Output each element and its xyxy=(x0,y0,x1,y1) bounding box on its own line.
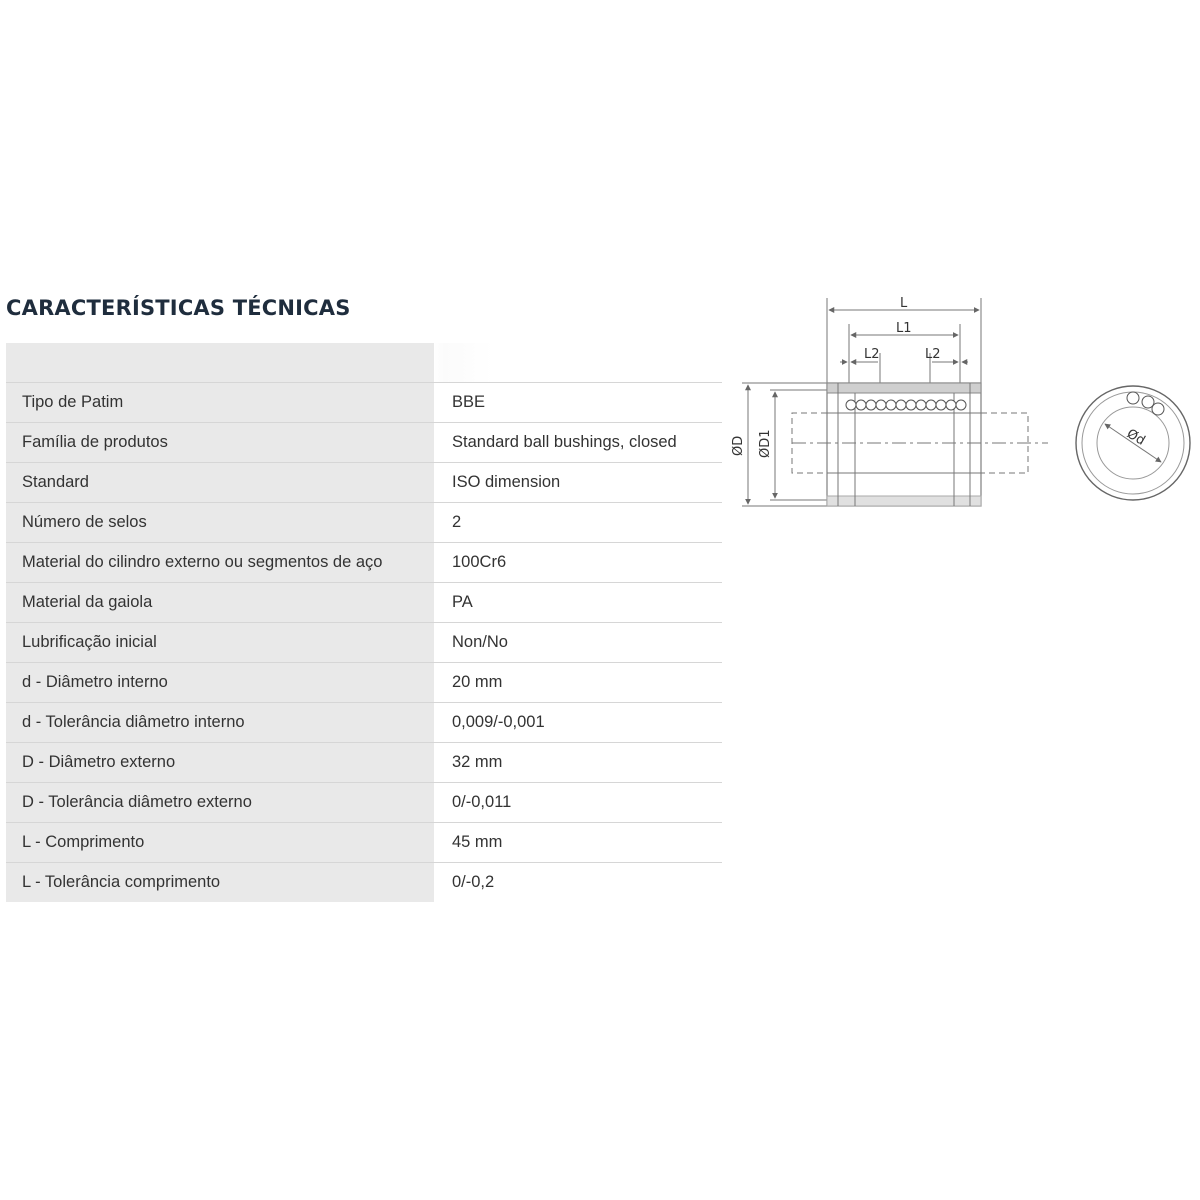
table-row xyxy=(6,622,722,662)
spec-value: 20 mm xyxy=(434,662,722,702)
bearing-technical-drawing xyxy=(728,290,1198,520)
table-row xyxy=(6,742,722,782)
spec-value: BBE xyxy=(434,382,722,422)
spec-value: 0/-0,011 xyxy=(434,782,722,822)
table-row xyxy=(6,582,722,622)
spec-label: Standard xyxy=(6,462,434,502)
table-row xyxy=(6,542,722,582)
spec-label: L - Tolerância comprimento xyxy=(6,862,434,902)
dim-label-L2-right: L2 xyxy=(925,347,941,362)
table-row xyxy=(6,862,722,902)
spec-value: 100Cr6 xyxy=(434,542,722,582)
spec-label: Número de selos xyxy=(6,502,434,542)
dim-label-D: ØD xyxy=(731,435,746,456)
spec-table xyxy=(6,343,722,902)
table-row xyxy=(6,822,722,862)
table-row xyxy=(6,462,722,502)
spec-value: 0/-0,2 xyxy=(434,862,722,902)
spec-label: d - Tolerância diâmetro interno xyxy=(6,702,434,742)
header-cell-value xyxy=(434,343,722,382)
table-row xyxy=(6,502,722,542)
dim-label-D1: ØD1 xyxy=(758,429,773,458)
spec-label: Material da gaiola xyxy=(6,582,434,622)
spec-value: Standard ball bushings, closed xyxy=(434,422,722,462)
spec-label: Lubrificação inicial xyxy=(6,622,434,662)
spec-value: 0,009/-0,001 xyxy=(434,702,722,742)
table-row xyxy=(6,662,722,702)
spec-value: ISO dimension xyxy=(434,462,722,502)
table-row xyxy=(6,422,722,462)
header-cell-label xyxy=(6,343,434,382)
spec-label: Material do cilindro externo ou segmentos de aço xyxy=(6,542,434,582)
dim-label-L: L xyxy=(900,296,908,311)
dim-label-d: Ød xyxy=(1124,426,1148,449)
spec-label: L - Comprimento xyxy=(6,822,434,862)
spec-value: Non/No xyxy=(434,622,722,662)
spec-label: Família de produtos xyxy=(6,422,434,462)
spec-label: D - Tolerância diâmetro externo xyxy=(6,782,434,822)
table-row xyxy=(6,782,722,822)
spec-value: 45 mm xyxy=(434,822,722,862)
spec-label: D - Diâmetro externo xyxy=(6,742,434,782)
table-row xyxy=(6,382,722,422)
dim-label-L1: L1 xyxy=(896,321,912,336)
spec-label: d - Diâmetro interno xyxy=(6,662,434,702)
dim-label-L2-left: L2 xyxy=(864,347,880,362)
spec-value: 32 mm xyxy=(434,742,722,782)
spec-value: PA xyxy=(434,582,722,622)
spec-label: Tipo de Patim xyxy=(6,382,434,422)
section-title: CARACTERÍSTICAS TÉCNICAS xyxy=(6,296,351,320)
table-row xyxy=(6,702,722,742)
spec-value: 2 xyxy=(434,502,722,542)
table-header-row xyxy=(6,343,722,382)
